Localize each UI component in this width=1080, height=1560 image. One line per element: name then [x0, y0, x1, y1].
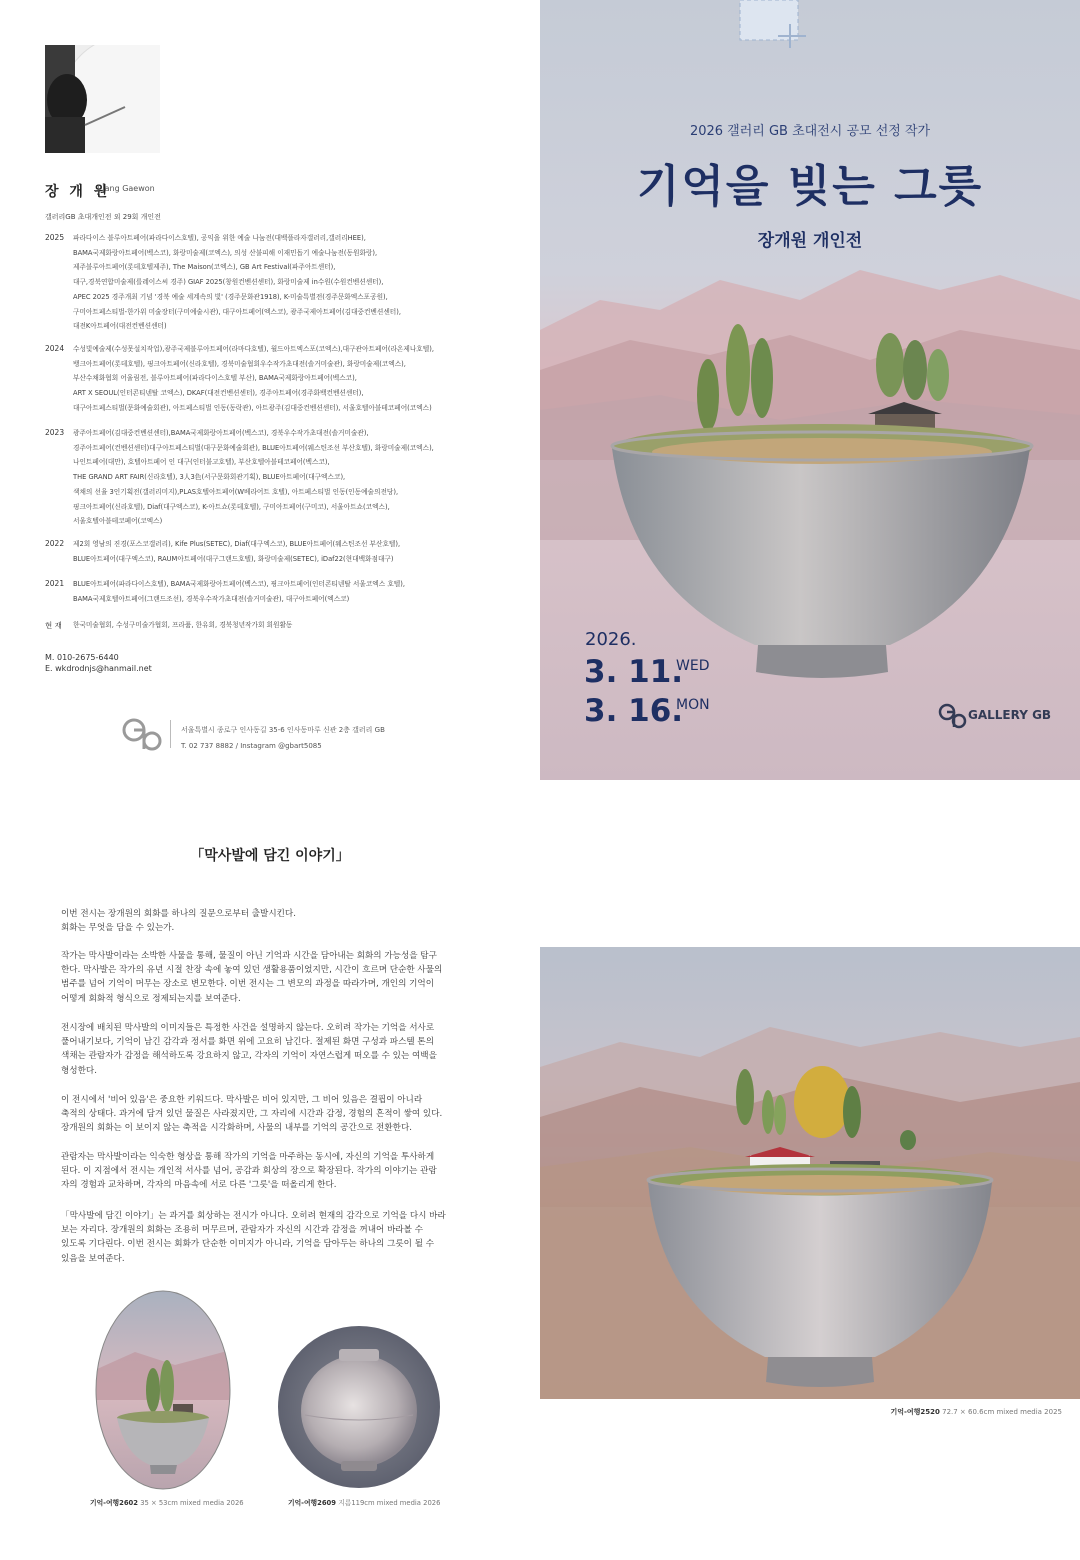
essay-line: 장개원의 회화는 이 보이지 않는 축적을 시각화하며, 사물의 내부를 기억의 공간으로 전환한다. [61, 1123, 412, 1134]
cv-line: BAMA국제호텔아트페어(그랜드조선), 경북우수작가초대전(솔거미술관), 대구아트페어(엑스코) [73, 594, 350, 603]
essay-title: 「막사발에 담긴 이야기」 [190, 848, 350, 864]
essay-line: 있도록 기다린다. 이번 전시는 회화가 단순한 이미지가 아니라, 기억을 담아두는 하나의 그릇이 될 수 [61, 1239, 435, 1250]
essay-line: 「막사발에 담긴 이야기」는 과거를 회상하는 전시가 아니다. 오히려 현재의 감각으로 기억을 다시 바라 [61, 1211, 446, 1221]
essay-paragraph [61, 907, 481, 935]
artwork-spec: 72.7 × 60.6cm mixed media 2025 [942, 1408, 1062, 1416]
essay-line: 범주를 넘어 기억이 머무는 장소로 변모한다. 이번 전시는 그 변모의 과정을 따라가며, 개인의 기억이 [61, 979, 435, 990]
essay-line: 한다. 막사발은 작가의 유년 시절 찬장 속에 놓여 있던 생활용품이었지만, 시간이 흐르며 단순한 사물의 [61, 965, 443, 976]
artwork-title: 기억-여행2602 [90, 1499, 139, 1507]
cv-line: 대전K아트페어(대전컨벤션센터) [73, 322, 167, 331]
artwork-oval-painting [95, 1290, 231, 1490]
artwork-title: 기억-여행2609 [288, 1499, 337, 1507]
artist-name: 장 개 원 [45, 184, 111, 200]
cv-line: 부산수채화협회 어울림전, 블루아트페어(파라다이스호텔 부산), BAMA국제화랑아트페어(벡스코), [73, 374, 357, 383]
essay-line: 이 전시에서 '비어 있음'은 중요한 키워드다. 막사발은 비어 있지만, 그 비어 있음은 결핍이 아니라 [61, 1095, 423, 1105]
cv-line: 나인트페어(대만), 호텔아트페어 인 대구(인터불고호텔), 부산호텔아블테코페어(벡스코), [73, 458, 330, 467]
artwork-moon-jar [277, 1325, 441, 1489]
essay-line: 회화는 무엇을 담을 수 있는가. [61, 923, 175, 934]
artwork-caption [540, 1407, 1062, 1417]
cv-year: 2023 [45, 428, 65, 437]
gallery-gb-logo-mark [938, 702, 968, 730]
cv-year: 2024 [45, 344, 65, 353]
artwork-caption [288, 1497, 440, 1507]
cv-line: 광주아트페어(김대중컨벤션센터),BAMA국제화랑아트페어(벡스코), 경북우수작가초대전(솔거미술관), [73, 429, 369, 437]
artwork-spec: 35 × 53cm mixed media 2026 [140, 1499, 244, 1507]
cv-line: 대구아트페스티벌(문화예술회관), 아트페스티벌 인동(동락관), 아트광주(김대중컨벤션센터), 서울호텔아블테코페어(코엑스) [73, 403, 432, 412]
essay-paragraph [61, 1021, 481, 1078]
gallery-gb-cover-logo [938, 701, 1052, 731]
end-day: MON [676, 697, 710, 713]
essay-line: 관람자는 막사발이라는 익숙한 형상을 통해 작가의 기억을 마주하는 동시에, 자신의 기억을 투사하게 [61, 1152, 435, 1162]
cv-line: BLUE아트페어(대구엑스코), RAUM아트페어(대구그랜드호텔), 화랑미술제(SETEC), iDaf22(현대백화점대구) [73, 554, 394, 563]
cv-line: 서울호텔아블테코페어(코엑스) [73, 517, 163, 526]
artist-photo [45, 45, 160, 153]
essay-paragraph [61, 1209, 481, 1266]
cover-subtitle: 2026 갤러리 GB 초대전시 공모 선정 작가 [689, 124, 931, 139]
essay-line: 보는 자리다. 장개원의 회화는 조용히 머무르며, 관람자가 자신의 시간과 감정을 꺼내어 바라볼 수 [61, 1225, 424, 1236]
essay-paragraph [61, 1150, 481, 1193]
contact-email: E. wkdrodnjs@hanmail.net [45, 664, 152, 673]
essay-paragraph [61, 949, 481, 1006]
artwork-main-painting [540, 947, 1080, 1399]
essay-line: 형성한다. [61, 1065, 97, 1076]
artist-page [0, 0, 540, 780]
cv-entries [73, 231, 401, 334]
essay-line: 어떻게 회화적 형식으로 정제되는지를 보여준다. [61, 993, 241, 1004]
essay-line: 된다. 이 지점에서 전시는 개인적 서사를 넘어, 공감과 회상의 장으로 확장된다. 작가의 이야기는 관람 [61, 1166, 437, 1177]
exhibition-name: 장개원 개인전 [757, 231, 863, 251]
start-day: WED [676, 658, 710, 674]
footer-divider [170, 720, 171, 748]
cv-line: 색채의 선율 3인기획전(갤러리미지),PLAS호텔아트페어(W베라어트 호텔), 아트페스티벌 인동(인동예술의전당), [73, 487, 399, 496]
cv-entries [73, 537, 400, 566]
essay-line: 축적의 상태다. 과거에 담겨 있던 물질은 사라졌지만, 그 자리에 시간과 감정, 경험의 흔적이 쌓여 있다. [61, 1109, 443, 1120]
cv-line: 대구,경북연합미술제(를레이스씨 경주) GIAF 2025(창원컨벤션센터), 화랑미술제 in수원(수원컨벤션센터), [73, 278, 384, 287]
end-date: 3. 16. [584, 693, 684, 729]
artwork-caption [90, 1497, 244, 1507]
tape-decoration [738, 0, 810, 48]
artwork-spec: 지름119cm mixed media 2026 [338, 1499, 441, 1507]
cv-year: 현 재 [45, 621, 62, 630]
exhibition-cover [540, 0, 1080, 780]
cv-line: 제주블루아트페어(롯데호텔제주), The Maison(코엑스), GB Art Festival(파주아트센터), [73, 263, 336, 272]
cv-line: 뱅크아트페어(롯데호텔), 핑크아트페어(신라호텔), 경북미술협회우수작가초대전(솔거미술관), 화랑미술제(코엑스), [73, 359, 406, 368]
cover-title: 기억을 빚는 그릇 [636, 161, 984, 212]
essay-line: 풀어내기보다, 기억이 남긴 감각과 정서를 화면 위에 고요히 남긴다. 절제된 화면 구성과 파스텔 톤의 [61, 1037, 435, 1048]
cv-line: BLUE아트페어(파라다이스호텔), BAMA국제화랑아트페어(벡스코), 핑크아트페어(인터콘티넨탈 서울코엑스 호텔), [73, 580, 406, 588]
cv-line: 제2회 영남의 진경(포스코갤러리), Kife Plus(SETEC), Diaf(대구엑스코), BLUE아트페어(웨스틴조선 부산호텔), [73, 540, 401, 548]
essay-line: 있음을 보여준다. [61, 1253, 125, 1264]
gallery-tel-instagram: T. 02 737 8882 / Instagram @gbart5085 [181, 742, 322, 750]
cv-line: 한국미술협회, 수성구미술가협회, 프라퓸, 한유회, 경북청년작가회 회원활동 [73, 621, 293, 629]
essay-paragraph [61, 1093, 481, 1136]
contact-info [45, 652, 152, 674]
cv-line: 경주아트페어(컨벤션센터)대구아트페스티벌(대구문화예술회관), BLUE아트페어(웨스틴조선 부산호텔), 화랑미술제(코엑스), [73, 443, 434, 452]
exhibition-year: 2026. [585, 629, 637, 650]
cv-year: 2022 [45, 539, 65, 548]
cv-line: 구미아트페스티벌-한가위 미술장터(구미예술시관), 대구아트페어(엑스코), 광주국제아트페어(김대중컨벤션센터), [73, 307, 401, 316]
cv-entries [73, 342, 434, 416]
cv-line: APEC 2025 경주개최 기념 '경북 예술 세계속의 빛' (경주문화관1918), K-미술특별전(경주문화엑스포공원), [73, 292, 388, 301]
gallery-gb-logo-text: GALLERY GB [968, 708, 1052, 722]
cv-year: 2025 [45, 233, 65, 242]
page-separator [0, 780, 1080, 785]
cv-line: ART X SEOUL(인터콘티넨탈 코엑스), DKAF(대전컨벤션센터), 경주아트페어(경주화백컨벤션센터), [73, 389, 364, 398]
cv-line: BAMA국제화랑아트페어(벡스코), 화랑미술제(코엑스), 의성 산불피해 이재민돕기 예술나눔전(동원화랑), [73, 248, 378, 257]
artwork-title: 기억-여행2520 [890, 1408, 940, 1416]
cv-entries [73, 618, 292, 633]
cv-entries [73, 426, 434, 529]
artist-name-english: | Jang Gaewon [97, 184, 155, 193]
start-date: 3. 11. [584, 654, 684, 690]
essay-line: 자의 경험과 교차하며, 각자의 마음속에 서로 다른 '그릇'을 떠올리게 한다. [61, 1180, 337, 1191]
cv-entries [73, 577, 405, 606]
essay-line: 이번 전시는 장개원의 회화를 하나의 질문으로부터 출발시킨다. [61, 909, 296, 919]
cv-line: 파라다이스 블루아트페어(파라다이스호텔), 공익을 위한 예술 나눔전(대백플라자갤러리,갤러리HEE), [73, 234, 366, 242]
cv-line: THE GRAND ART FAIR(신라호텔), 3人3色(서구문화회관기획), BLUE아트페어(대구엑스코), [73, 473, 346, 482]
gallery-gb-logo [120, 716, 166, 752]
cv-line: 수성빛예술제(수성못설치작업),광주국제블루아트페어(라마다호텔), 월드아트엑스포(코엑스),대구관아트페어(라온제나호텔), [73, 345, 434, 353]
essay-line: 작가는 막사발이라는 소박한 사물을 통해, 물질이 아닌 기억과 시간을 담아내는 회화의 가능성을 탐구 [61, 951, 437, 961]
essay-line: 색채는 관람자가 감정을 해석하도록 강요하지 않고, 각자의 기억이 자연스럽게 떠오를 수 있는 여백을 [61, 1051, 437, 1062]
gallery-address-line: 서울특별시 종로구 인사동길 35-6 인사동마루 신관 2층 갤러리 GB [181, 726, 385, 734]
cv-year: 2021 [45, 579, 65, 588]
contact-phone: M. 010-2675-6440 [45, 653, 119, 662]
essay-line: 전시장에 배치된 막사발의 이미지들은 특정한 사건을 설명하지 않는다. 오히려 작가는 기억을 서사로 [61, 1023, 435, 1033]
artist-summary: 갤러리GB 초대개인전 외 29회 개인전 [45, 213, 161, 221]
gallery-address [181, 722, 385, 754]
cv-line: 핑크아트페어(신라호텔), Diaf(대구엑스코), K-아트쇼(롯데호텔), 구미아트페어(구미코), 서울아트쇼(코엑스), [73, 502, 390, 511]
